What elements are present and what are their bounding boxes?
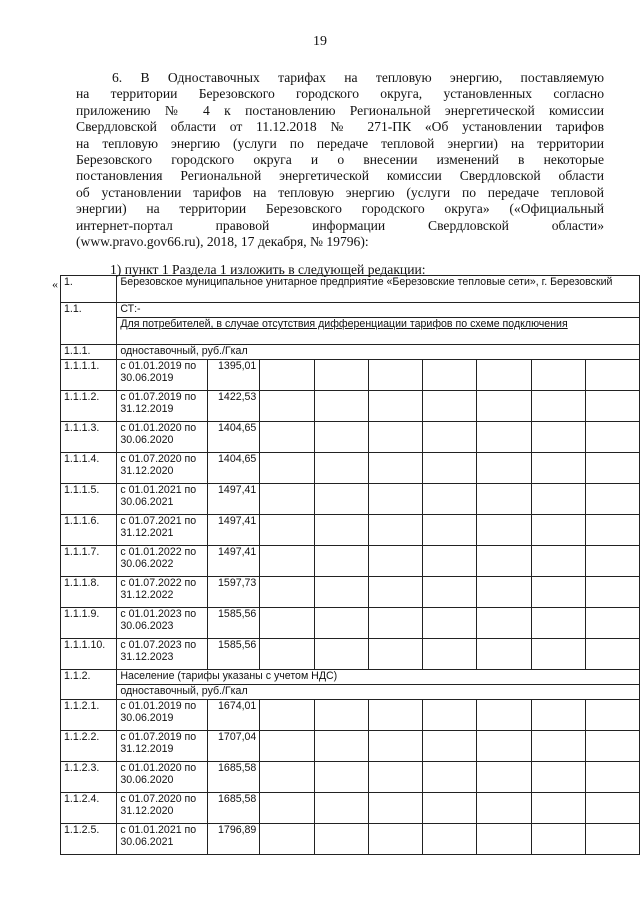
row-number: 1.1.2.2.: [61, 731, 117, 762]
empty-cell: [585, 731, 639, 762]
table-row: [61, 639, 640, 670]
empty-cell: [477, 577, 531, 608]
empty-cell: [368, 422, 422, 453]
period-cell: с 01.01.2020 по 30.06.2020: [117, 422, 208, 453]
table-row: [61, 670, 640, 685]
empty-cell: [314, 608, 368, 639]
empty-cell: [531, 484, 585, 515]
empty-cell: [477, 700, 531, 731]
paragraph-line: постановления Региональной энергетической комиссии Свердловской области: [76, 168, 604, 184]
row-number: 1.1.2.5.: [61, 824, 117, 855]
table-row: [61, 345, 640, 360]
period-cell: с 01.07.2020 по 31.12.2020: [117, 793, 208, 824]
period-cell: с 01.01.2022 по 30.06.2022: [117, 546, 208, 577]
empty-cell: [477, 484, 531, 515]
table-row: [61, 276, 640, 303]
paragraph-line: об установлении тарифов на тепловую энергию (услуги по передаче тепловой: [76, 184, 604, 200]
period-cell: с 01.01.2020 по 30.06.2020: [117, 762, 208, 793]
table-row: [61, 577, 640, 608]
tariff-value: 1585,56: [207, 608, 259, 639]
paragraph-line: на тепловую энергию (услуги по передаче тепловой энергии) на территории: [76, 135, 604, 151]
empty-cell: [423, 360, 477, 391]
period-cell: с 01.07.2023 по 31.12.2023: [117, 639, 208, 670]
period-cell: с 01.01.2019 по 30.06.2019: [117, 700, 208, 731]
empty-cell: [260, 793, 314, 824]
empty-cell: [368, 391, 422, 422]
empty-cell: [368, 731, 422, 762]
empty-cell: [423, 700, 477, 731]
row-number: 1.1.1.1.: [61, 360, 117, 391]
empty-cell: [585, 422, 639, 453]
empty-cell: [314, 391, 368, 422]
empty-cell: [585, 577, 639, 608]
tariff-value: 1497,41: [207, 546, 259, 577]
empty-cell: [423, 484, 477, 515]
empty-cell: [314, 360, 368, 391]
empty-cell: [368, 546, 422, 577]
row-number: 1.1.2.4.: [61, 793, 117, 824]
row-number: 1.1.1.10.: [61, 639, 117, 670]
empty-cell: [314, 546, 368, 577]
table-row: [61, 453, 640, 484]
empty-cell: [423, 639, 477, 670]
period-cell: с 01.01.2019 по 30.06.2019: [117, 360, 208, 391]
empty-cell: [260, 484, 314, 515]
empty-cell: [585, 515, 639, 546]
population-label: Население (тарифы указаны с учетом НДС): [117, 670, 640, 685]
empty-cell: [531, 422, 585, 453]
empty-cell: [585, 608, 639, 639]
opening-quote: «: [52, 277, 58, 291]
empty-cell: [531, 793, 585, 824]
empty-cell: [260, 422, 314, 453]
period-cell: с 01.07.2020 по 31.12.2020: [117, 453, 208, 484]
empty-cell: [368, 515, 422, 546]
empty-cell: [477, 391, 531, 422]
empty-cell: [314, 577, 368, 608]
empty-cell: [531, 577, 585, 608]
empty-cell: [423, 824, 477, 855]
empty-cell: [314, 824, 368, 855]
empty-cell: [477, 546, 531, 577]
row-number: 1.1.1.8.: [61, 577, 117, 608]
tariff-value: 1597,73: [207, 577, 259, 608]
empty-cell: [531, 608, 585, 639]
empty-cell: [477, 608, 531, 639]
table-row: [61, 685, 640, 700]
empty-cell: [260, 515, 314, 546]
row-number: 1.1.1.5.: [61, 484, 117, 515]
empty-cell: [368, 700, 422, 731]
table-row: [61, 546, 640, 577]
empty-cell: [423, 731, 477, 762]
row-number: 1.1.1.7.: [61, 546, 117, 577]
empty-cell: [477, 453, 531, 484]
empty-cell: [585, 824, 639, 855]
row-number: 1.1.2.: [61, 670, 117, 700]
row-number: 1.1.2.1.: [61, 700, 117, 731]
empty-cell: [260, 762, 314, 793]
empty-cell: [477, 731, 531, 762]
table-row: [61, 700, 640, 731]
tariff-value: 1685,58: [207, 793, 259, 824]
row-number: 1.1.1.6.: [61, 515, 117, 546]
empty-cell: [314, 731, 368, 762]
paragraph-line: (www.pravo.gov66.ru), 2018, 17 декабря, № 19796):: [76, 234, 369, 250]
empty-cell: [260, 391, 314, 422]
row-number: 1.1.1.2.: [61, 391, 117, 422]
empty-cell: [585, 700, 639, 731]
period-cell: с 01.01.2021 по 30.06.2021: [117, 484, 208, 515]
subpoint-heading: 1) пункт 1 Раздела 1 изложить в следующей редакции:: [110, 262, 426, 277]
single-rate-label: одноставочный, руб./Гкал: [117, 685, 640, 700]
tariff-value: 1707,04: [207, 731, 259, 762]
period-cell: с 01.07.2019 по 31.12.2019: [117, 731, 208, 762]
empty-cell: [368, 824, 422, 855]
tariff-value: 1395,01: [207, 360, 259, 391]
empty-cell: [423, 453, 477, 484]
tariff-value: 1796,89: [207, 824, 259, 855]
empty-cell: [531, 546, 585, 577]
empty-cell: [531, 360, 585, 391]
table-row: [61, 484, 640, 515]
empty-cell: [423, 762, 477, 793]
table-row: [61, 360, 640, 391]
empty-cell: [531, 762, 585, 793]
tariff-value: 1404,65: [207, 453, 259, 484]
empty-cell: [423, 577, 477, 608]
tariff-value: 1585,56: [207, 639, 259, 670]
empty-cell: [585, 639, 639, 670]
tariff-value: 1674,01: [207, 700, 259, 731]
row-number: 1.1.1.3.: [61, 422, 117, 453]
amendment-paragraph: [76, 70, 604, 250]
empty-cell: [314, 422, 368, 453]
empty-cell: [260, 731, 314, 762]
empty-cell: [423, 391, 477, 422]
empty-cell: [477, 793, 531, 824]
table-row: [61, 303, 640, 318]
empty-cell: [368, 577, 422, 608]
table-row: [61, 608, 640, 639]
tariff-value: 1685,58: [207, 762, 259, 793]
empty-cell: [531, 391, 585, 422]
paragraph-line: 6. В Одноставочных тарифах на тепловую энергию, поставляемую: [112, 70, 604, 85]
tariff-value: 1422,53: [207, 391, 259, 422]
empty-cell: [314, 484, 368, 515]
period-cell: с 01.07.2022 по 31.12.2022: [117, 577, 208, 608]
empty-cell: [260, 639, 314, 670]
empty-cell: [585, 391, 639, 422]
empty-cell: [585, 453, 639, 484]
table-row: [61, 318, 640, 345]
paragraph-line: интернет-портал правовой информации Свердловской области»: [76, 217, 604, 233]
empty-cell: [368, 453, 422, 484]
empty-cell: [477, 422, 531, 453]
empty-cell: [423, 422, 477, 453]
empty-cell: [368, 360, 422, 391]
empty-cell: [260, 453, 314, 484]
empty-cell: [314, 639, 368, 670]
tariff-value: 1497,41: [207, 515, 259, 546]
paragraph-line: энергии) на территории Березовского городского округа» («Официальный: [76, 201, 604, 217]
row-number: 1.1.2.3.: [61, 762, 117, 793]
empty-cell: [585, 360, 639, 391]
period-cell: с 01.07.2019 по 31.12.2019: [117, 391, 208, 422]
empty-cell: [368, 639, 422, 670]
tariff-value: 1404,65: [207, 422, 259, 453]
empty-cell: [585, 762, 639, 793]
page-number: 19: [313, 34, 327, 49]
empty-cell: [314, 762, 368, 793]
empty-cell: [477, 360, 531, 391]
table-row: [61, 762, 640, 793]
table-row: [61, 515, 640, 546]
empty-cell: [314, 453, 368, 484]
tariff-value: 1497,41: [207, 484, 259, 515]
empty-cell: [260, 360, 314, 391]
period-cell: с 01.01.2021 по 30.06.2021: [117, 824, 208, 855]
empty-cell: [423, 793, 477, 824]
table-row: [61, 824, 640, 855]
single-rate-label: одноставочный, руб./Гкал: [117, 345, 640, 360]
row-number: 1.1.: [61, 303, 117, 345]
row-number: 1.: [61, 276, 117, 303]
empty-cell: [531, 731, 585, 762]
tariff-table: [60, 275, 640, 855]
empty-cell: [314, 793, 368, 824]
empty-cell: [477, 824, 531, 855]
row-number: 1.1.1.4.: [61, 453, 117, 484]
empty-cell: [368, 608, 422, 639]
org-name: Березовское муниципальное унитарное предприятие «Березовские тепловые сети», г. Березовский: [117, 276, 640, 303]
empty-cell: [260, 824, 314, 855]
empty-cell: [260, 546, 314, 577]
empty-cell: [368, 762, 422, 793]
table-row: [61, 391, 640, 422]
row-number: 1.1.1.: [61, 345, 117, 360]
empty-cell: [531, 453, 585, 484]
paragraph-line: Свердловской области от 11.12.2018 № 271-ПК «Об установлении тарифов: [76, 119, 604, 135]
paragraph-line: приложению № 4 к постановлению Региональной энергетической комиссии: [76, 102, 604, 118]
empty-cell: [585, 793, 639, 824]
period-cell: с 01.07.2021 по 31.12.2021: [117, 515, 208, 546]
table-row: [61, 731, 640, 762]
empty-cell: [531, 700, 585, 731]
empty-cell: [531, 515, 585, 546]
row-number: 1.1.1.9.: [61, 608, 117, 639]
empty-cell: [423, 515, 477, 546]
empty-cell: [260, 608, 314, 639]
consumers-label: Для потребителей, в случае отсутствия дифференциации тарифов по схеме подключения: [117, 318, 640, 345]
empty-cell: [531, 824, 585, 855]
paragraph-line: Березовского городского округа и о внесении изменений в некоторые: [76, 152, 604, 168]
paragraph-line: на территории Березовского городского округа, установленных согласно: [76, 86, 604, 102]
empty-cell: [314, 700, 368, 731]
empty-cell: [585, 484, 639, 515]
st-label: СТ:-: [117, 303, 640, 318]
empty-cell: [585, 546, 639, 577]
empty-cell: [423, 546, 477, 577]
table-row: [61, 422, 640, 453]
empty-cell: [314, 515, 368, 546]
empty-cell: [423, 608, 477, 639]
empty-cell: [260, 700, 314, 731]
empty-cell: [477, 515, 531, 546]
empty-cell: [368, 484, 422, 515]
empty-cell: [477, 762, 531, 793]
empty-cell: [477, 639, 531, 670]
period-cell: с 01.01.2023 по 30.06.2023: [117, 608, 208, 639]
empty-cell: [531, 639, 585, 670]
empty-cell: [368, 793, 422, 824]
table-row: [61, 793, 640, 824]
empty-cell: [260, 577, 314, 608]
